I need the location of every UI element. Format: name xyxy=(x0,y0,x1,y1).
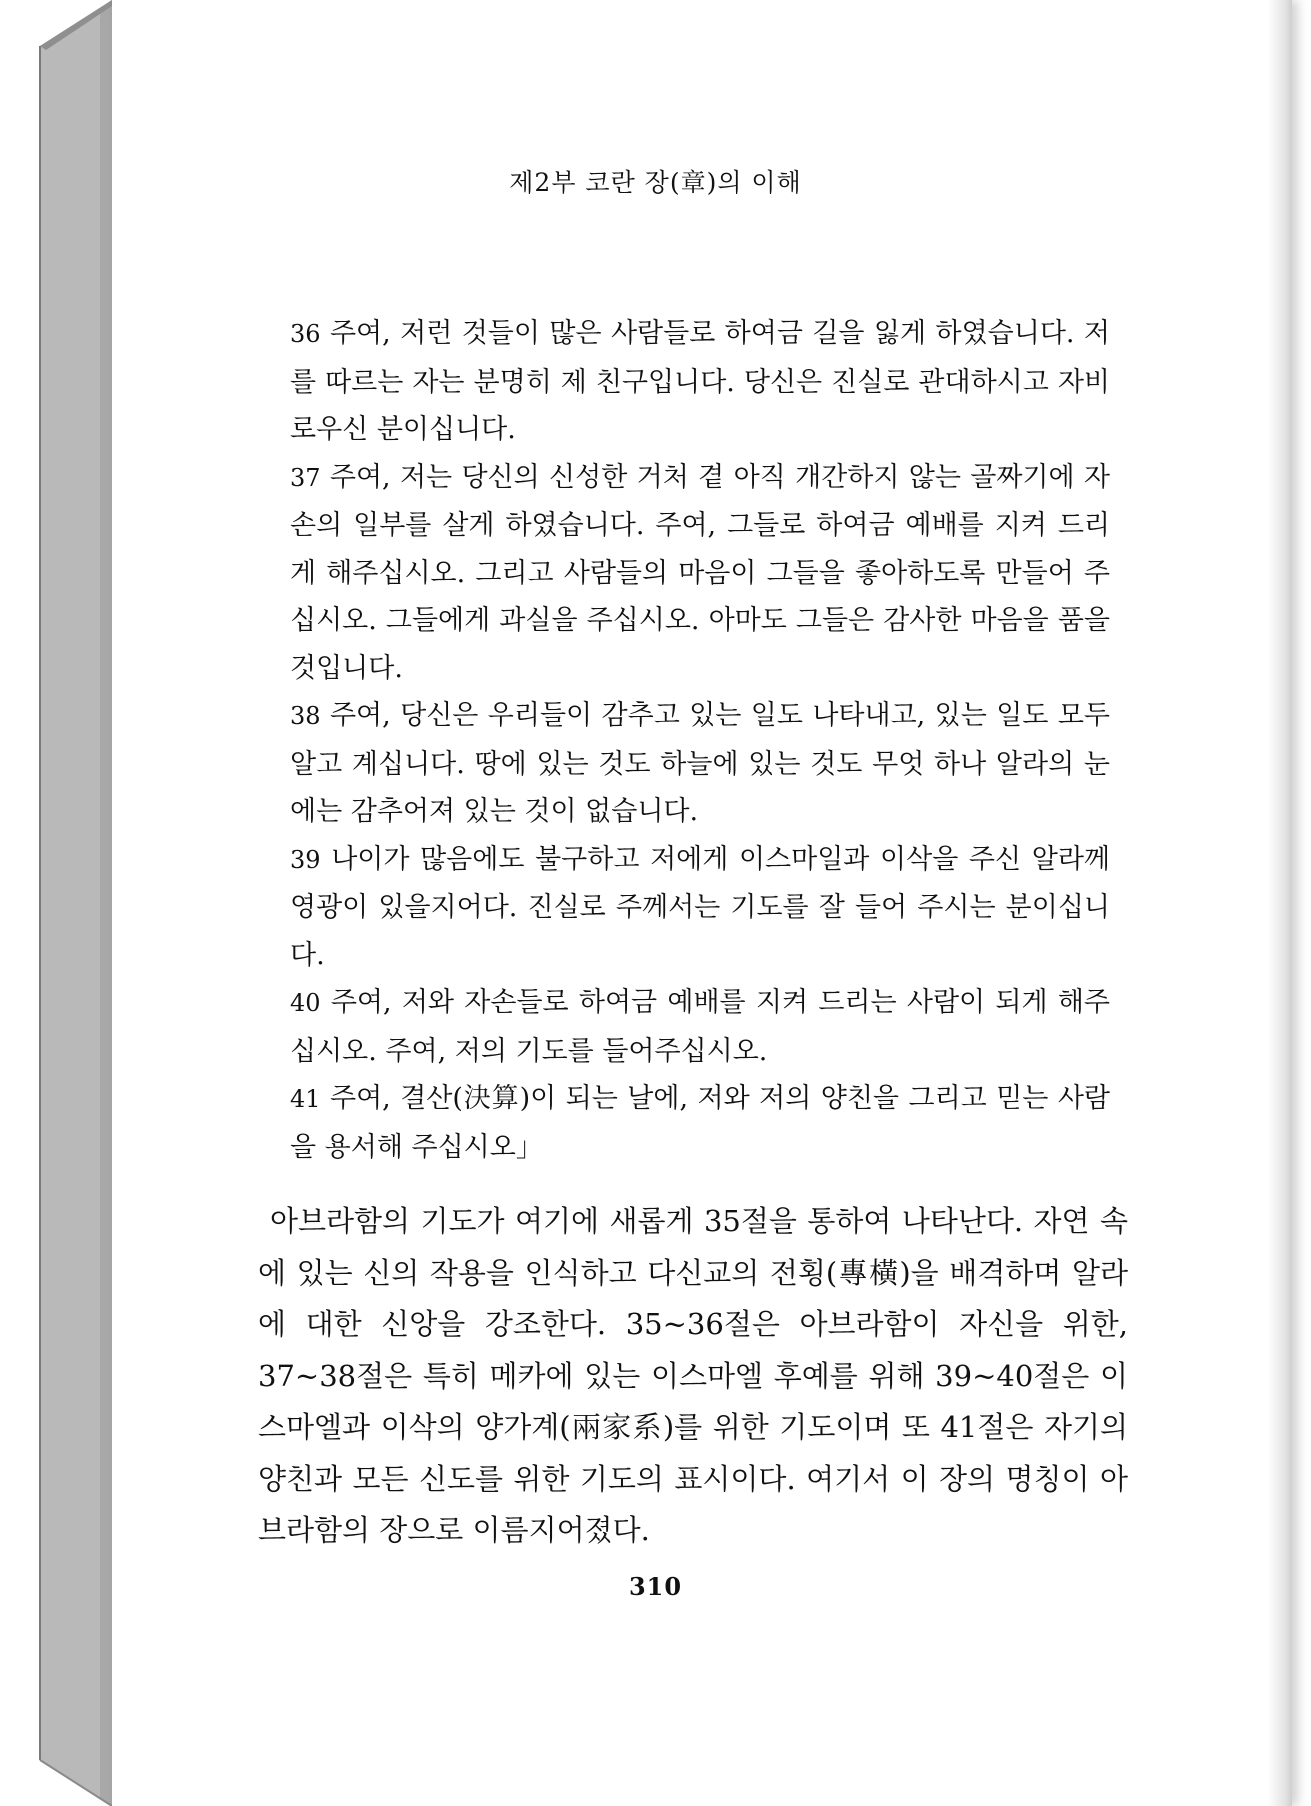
page-number: 310 xyxy=(628,1572,683,1601)
commentary-block xyxy=(258,1196,1128,1557)
verse-text: 주여, 저와 자손들로 하여금 예배를 지켜 드리는 사람이 되게 해주십시오. 주여, 저의 기도를 들어주십시오. xyxy=(290,987,1110,1067)
verse-number: 40 xyxy=(290,989,321,1017)
verse-text: 나이가 많음에도 불구하고 저에게 이스마일과 이삭을 주신 알라께 영광이 있을지어다. 진실로 주께서는 기도를 잘 들어 주시는 분이십니다. xyxy=(290,843,1110,971)
verse-41 xyxy=(290,1075,1110,1171)
page-edge-shadow xyxy=(1268,0,1292,1806)
verse-quote-block xyxy=(290,310,1110,1171)
verse-number: 37 xyxy=(290,463,321,492)
verse-number: 39 xyxy=(290,845,321,874)
commentary-paragraph: 아브라함의 기도가 여기에 새롭게 35절을 통하여 나타난다. 자연 속에 있는 신의 작용을 인식하고 다신교의 전횡(專橫)을 배격하며 알라에 대한 신앙을 강조한다. 35~36절은 아브라함이 자신을 위한, 37~38절은 특히 메카에 있는 이스마엘 후예를 위해 39~40절은 이스마엘과 이삭의 양가계(兩家系)를 위한 기도이며 또 41절은 자기의 양친과 모든 신도를 위한 기도의 표시이다. 여기서 이 장의 명칭이 아브라함의 장으로 이름지어졌다. xyxy=(258,1204,1128,1547)
verse-36 xyxy=(290,310,1110,454)
verse-37 xyxy=(290,454,1110,693)
verse-39 xyxy=(290,836,1110,980)
running-head: 제2부 코란 장(章)의 이해 xyxy=(509,168,802,197)
verse-40 xyxy=(290,979,1110,1075)
verse-text: 주여, 저는 당신의 신성한 거처 곁 아직 개간하지 않는 골짜기에 자손의 일부를 살게 하였습니다. 주여, 그들로 하여금 예배를 지켜 드리게 해주십시오. 그리고 사람들의 마음이 그들을 좋아하도록 만들어 주십시오. 그들에게 과실을 주십시오. 아마도 그들은 감사한 마음을 품을 것입니다. xyxy=(290,461,1110,684)
verse-number: 38 xyxy=(290,702,321,730)
verse-text: 주여, 결산(決算)이 되는 날에, 저와 저의 양친을 그리고 믿는 사람을 용서해 주십시오」 xyxy=(290,1083,1110,1163)
verse-text: 주여, 당신은 우리들이 감추고 있는 일도 나타내고, 있는 일도 모두 알고 계십니다. 땅에 있는 것도 하늘에 있는 것도 무엇 하나 알라의 눈에는 감추어져 있는 것이 없습니다. xyxy=(290,700,1110,827)
verse-number: 36 xyxy=(290,320,321,348)
verse-number: 41 xyxy=(290,1085,321,1113)
book-spine xyxy=(0,0,115,1806)
verse-38 xyxy=(290,692,1110,836)
verse-text: 주여, 저런 것들이 많은 사람들로 하여금 길을 잃게 하였습니다. 저를 따르는 자는 분명히 제 친구입니다. 당신은 진실로 관대하시고 자비로우신 분이십니다. xyxy=(290,318,1110,445)
